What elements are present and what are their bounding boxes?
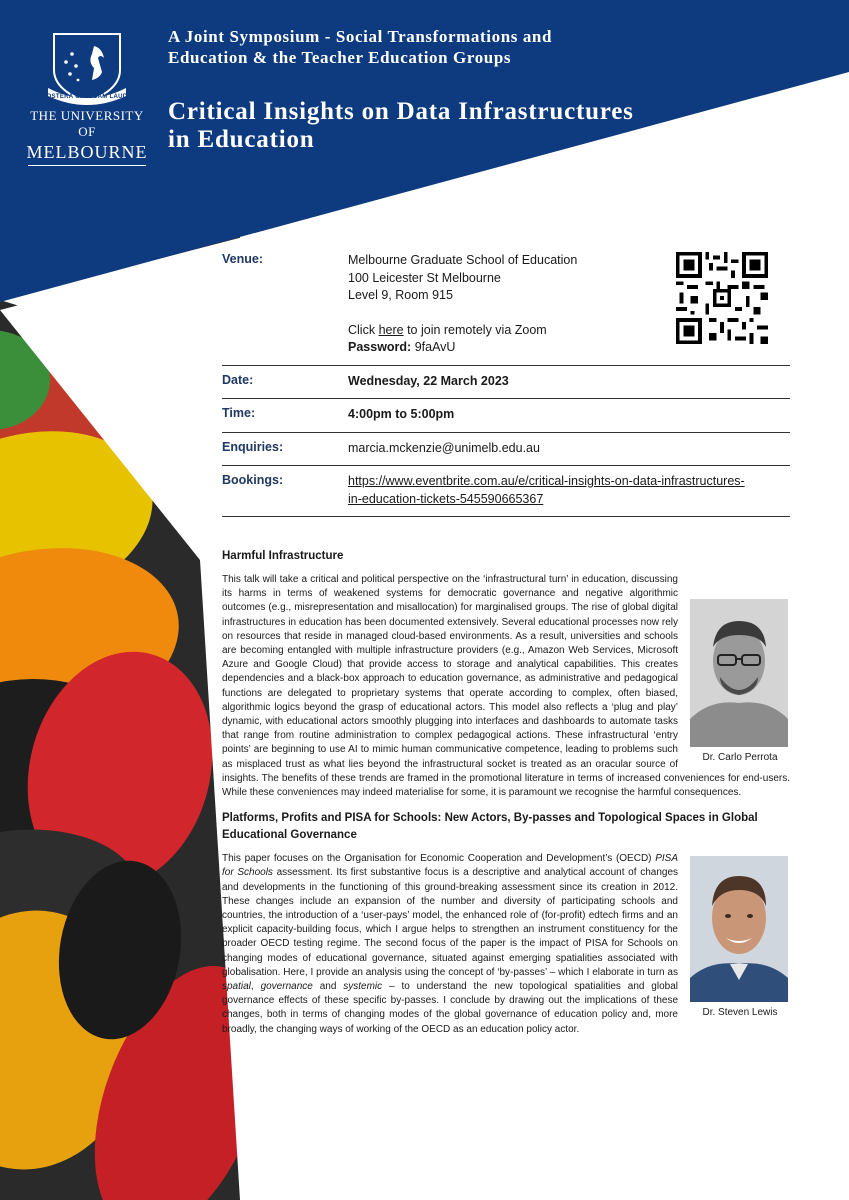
enquiries-label: Enquiries: (222, 439, 284, 454)
bookings-label: Bookings: (222, 473, 284, 487)
speaker2-caption: Dr. Steven Lewis (702, 1007, 778, 1019)
speaker1-photo (690, 599, 788, 747)
enquiries-email[interactable]: marcia.mckenzie@unimelb.edu.au (348, 440, 540, 455)
time-label: Time: (222, 406, 256, 420)
article2-body-part5: – to understand the new topological spatialities and global governance effects of these specific by-passes. I conclude by drawing out the implications of these changes, both in terms of changing modes of the global governance of education policy and, more broadly, the changing ways of working of the OECD as an education policy actor. (222, 981, 678, 1035)
article2-body-part4: and (312, 981, 344, 993)
speaker1-photo-box (690, 599, 790, 763)
speaker2-photo-box (690, 856, 790, 1018)
venue-line2: 100 Leicester St Melbourne (348, 270, 501, 285)
bookings-row (222, 466, 790, 517)
password-label: Password: (348, 340, 412, 354)
subtitle-line2: Education & the Teacher Education Groups (168, 48, 512, 67)
zoom-prefix: Click (348, 322, 379, 337)
date-label: Date: (222, 372, 254, 387)
page-header (168, 26, 808, 154)
bookings-line1[interactable]: https://www.eventbrite.com.au/e/critical-insights-on-data-infrastructures- (348, 474, 745, 488)
time-row (222, 399, 790, 433)
zoom-suffix: to join remotely via Zoom (403, 322, 547, 337)
article2-body-part3: , (250, 981, 261, 993)
article-harmful-infrastructure (222, 548, 790, 800)
password-value: 9faAvU (411, 340, 456, 354)
speaker2-photo (690, 856, 788, 1002)
venue-line3: Level 9, Room 915 (348, 288, 453, 302)
article2-body-spatial: spatial (222, 981, 251, 993)
article2-body-part2: assessment. Its first substantive focus is a descriptive and analytical account of changes and developments in the functioning of this ground-breaking assessment since its creation in 2012. These changes include an expansion of the number and diversity of participating schools and countries, the introduction of a ‘user-pays’ model, the enhanced role of (for-profit) edtech firms and an explicit capacity-building focus, which I argue helps to strengthen an instrument constituency for the broader OECD testing regime. The second focus of the paper is the impact of PISA for Schools on changing modes of educational governance, situated against emerging spatialities associated with globalisation. Here, I provide an analysis using the concept of ‘by-passes’ – which I elaborate in turn as (222, 867, 679, 978)
event-subtitle (168, 26, 808, 68)
abstracts-section (222, 548, 790, 1037)
page-title (168, 98, 808, 154)
qr-code-icon[interactable] (676, 252, 768, 344)
article1-body: This talk will take a critical and political perspective on the ‘infrastructural turn’ in education, discussing its harms in terms of weakened systems for democratic governance and negative algorithmic outcomes (e.g., misrepresentation and misallocation) for marginalised groups. The rise of global digital infrastructures in education has been documented extensively. Several educational processes now rely on resources that reside in managed cloud-based environments. As a result, universities and schools are becoming entangled with multiple infrastructure providers (e.g., Amazon Web Services, Microsoft Azure and Google Cloud) that provide access to storage and analytical capabilities. This creates dependencies and a black-box approach to education governance, as administrative and pedagogical functions are delegated to proprietary systems that operate according to complex, often biased, algorithmic logics beyond the grasp of educational actors. This model also reflects a ‘plug and play’ dynamic, with educational actors smoothly plugging into interfaces and dashboards to automate tasks that range from routine administration to complex pedagogical actions. These infrastructural ‘entry points’ are beginning to use AI to mimic human communicative competence, leading to problems such as misplaced trust as what lies beyond the infrastructural socket is treated as an oracular source of insights. The benefits of these trends are framed in the promotional literature in terms of increased conveniences for end-users. While these conveniences may indeed materialise for some, it is paramount we recognise the harmful consequences. (222, 574, 790, 799)
article2-body-pisa: PISA for Schools (222, 853, 678, 879)
university-name-line2: MELBOURNE (26, 142, 148, 162)
article2-title: Platforms, Profits and PISA for Schools: New Actors, By-passes and Topological Spaces in Global Educational Governance (222, 812, 758, 842)
article2-body-part1: This paper focuses on the Organisation for Economic Cooperation and Development’s (OECD) (222, 853, 656, 865)
bookings-link[interactable] (348, 473, 790, 508)
university-name-line1: THE UNIVERSITY OF (30, 108, 144, 139)
subtitle-line1: A Joint Symposium - Social Transformations and (168, 27, 553, 46)
venue-row (222, 248, 790, 366)
enquiries-row (222, 433, 790, 467)
venue-label: Venue: (222, 252, 263, 266)
speaker1-caption: Dr. Carlo Perrota (702, 752, 778, 763)
bookings-line2[interactable]: in-education-tickets-545590665367 (348, 491, 544, 506)
article2-body-systemic: systemic (343, 981, 383, 993)
zoom-link[interactable]: here (378, 322, 404, 337)
date-row (222, 366, 790, 400)
article1-title: Harmful Infrastructure (222, 550, 344, 562)
article2-body-governance: governance (260, 981, 313, 993)
time-value: 4:00pm to 5:00pm (348, 407, 455, 421)
article-pisa-for-schools (222, 810, 790, 1037)
logo-underline (28, 165, 146, 166)
title-line2: in Education (168, 126, 315, 153)
university-logo (22, 30, 152, 166)
venue-line1: Melbourne Graduate School of Education (348, 253, 578, 267)
motto-text: POSTERA CRESCAM LAUDE (42, 94, 132, 100)
title-line1: Critical Insights on Data Infrastructures (168, 98, 634, 125)
event-details-table (222, 248, 790, 517)
date-value: Wednesday, 22 March 2023 (348, 373, 509, 388)
